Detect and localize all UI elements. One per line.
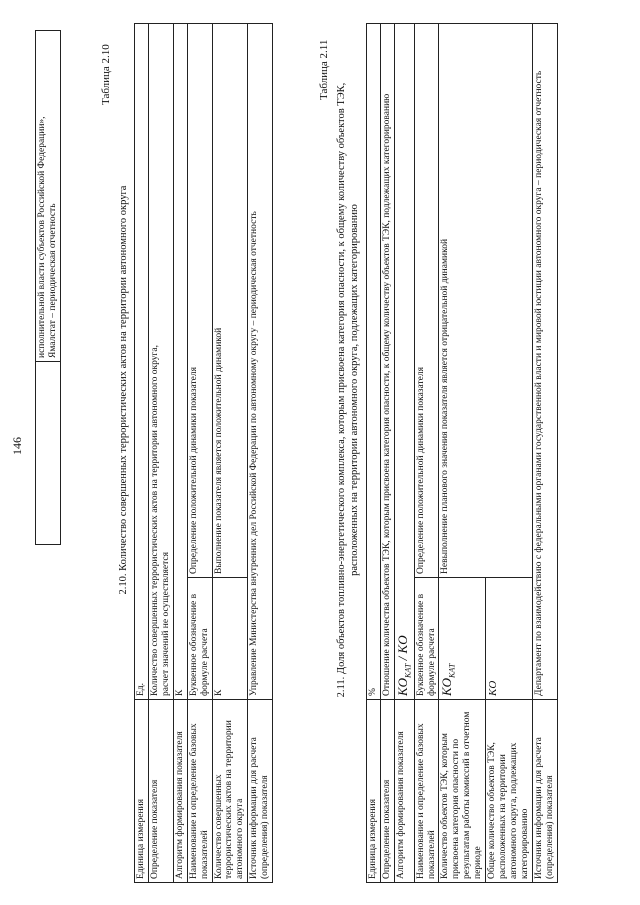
table-row xyxy=(135,24,149,883)
cell: К xyxy=(212,578,248,700)
cell: KO xyxy=(486,578,533,700)
table-row xyxy=(439,24,486,883)
page-number: 146 xyxy=(10,437,24,455)
table-2-10 xyxy=(134,23,273,883)
cell: Единица измерения xyxy=(135,700,149,883)
cell: Департамент по взаимодействию с федеральными органами государственной власти и мировой юстиции автономного округа – периодическая отчетность xyxy=(532,24,557,700)
formula-cell xyxy=(439,578,486,700)
table-2-10-caption: 2.10. Количество совершенных террористических актов на территории автономного округа xyxy=(118,185,129,595)
table-row xyxy=(248,24,273,883)
cell: Общее количество объектов ТЭК, расположенных на территории автономного округа, подлежащих категорированию xyxy=(486,700,533,883)
cell: Невыполнение планового значения показателя является отрицательной динамикой xyxy=(439,24,532,578)
top-line2: Ямалстат – периодическая отчетность xyxy=(47,203,58,358)
cell: Определение положительной динамики показателя xyxy=(187,24,212,578)
cell: Отношение количества объектов ТЭК, которым присвоена категория опасности, к общему количеству объектов ТЭК, подлежащих категорированию xyxy=(380,24,394,700)
formula-main: KO xyxy=(439,677,455,696)
cell: Единица измерения xyxy=(367,700,381,883)
cell: Определение показателя xyxy=(380,700,394,883)
table-row xyxy=(532,24,557,883)
cell: Количество объектов ТЭК, которым присвоена категория опасности по результатам работы комиссий в отчетном периоде xyxy=(439,700,486,883)
top-line1: исполнительной власти субъектов Российской Федерации», xyxy=(37,116,47,358)
cell: Наименование и определение базовых показателей xyxy=(414,700,439,883)
cell: Наименование и определение базовых показателей xyxy=(187,700,212,883)
cell: Источник информации для расчета (определения) показателя xyxy=(248,700,273,883)
cell: Определение положительной динамики показателя xyxy=(414,24,439,578)
top-cell xyxy=(36,31,61,362)
top-continuation-table xyxy=(35,30,61,545)
table-row xyxy=(212,24,248,883)
cell: Источник информации для расчета (определения) показателя xyxy=(532,700,557,883)
cell: Количество совершенных террористических актов на территории автономного округа, расчет значений не осуществляется xyxy=(148,24,173,700)
formula-sub: КАТ xyxy=(403,663,413,678)
cell: Алгоритм формирования показателя xyxy=(394,700,414,883)
table-row xyxy=(367,24,381,883)
table-2-11 xyxy=(366,23,558,883)
formula-main: KO xyxy=(394,677,410,696)
cell: % xyxy=(367,24,381,700)
cell: Количество совершенных террористических актов на территории автономного округа xyxy=(212,700,248,883)
table-2-11-caption-1: 2.11. Доля объектов топливно-энергетического комплекса, которым присвоена категория опасности, к общему количеству объектов ТЭК, xyxy=(336,82,347,698)
table-row xyxy=(380,24,394,883)
formula-tail: / KO xyxy=(394,635,410,664)
formula-cell xyxy=(394,24,414,700)
cell: Буквенное обозначение в формуле расчета xyxy=(414,578,439,700)
cell: Управление Министерства внутренних дел Российской Федерации по автономному округу – периодическая отчетность xyxy=(248,24,273,700)
table-row xyxy=(394,24,414,883)
table-row xyxy=(148,24,173,883)
empty-cell xyxy=(36,362,61,545)
cell: Буквенное обозначение в формуле расчета xyxy=(187,578,212,700)
table-2-11-caption-2: расположенных на территории автономного округа, подлежащих категорированию xyxy=(349,204,360,576)
cell: К xyxy=(173,24,187,700)
cell: Определение показателя xyxy=(148,700,173,883)
table-2-10-label: Таблица 2.10 xyxy=(100,44,112,105)
cell: Ед. xyxy=(135,24,149,700)
table-2-11-label: Таблица 2.11 xyxy=(318,39,330,100)
table-row xyxy=(414,24,439,883)
cell: Выполнение показателя является положительной динамикой xyxy=(212,24,248,578)
cell: Алгоритм формирования показателя xyxy=(173,700,187,883)
formula-sub: КАТ xyxy=(448,663,458,678)
table-row xyxy=(187,24,212,883)
table-row xyxy=(173,24,187,883)
